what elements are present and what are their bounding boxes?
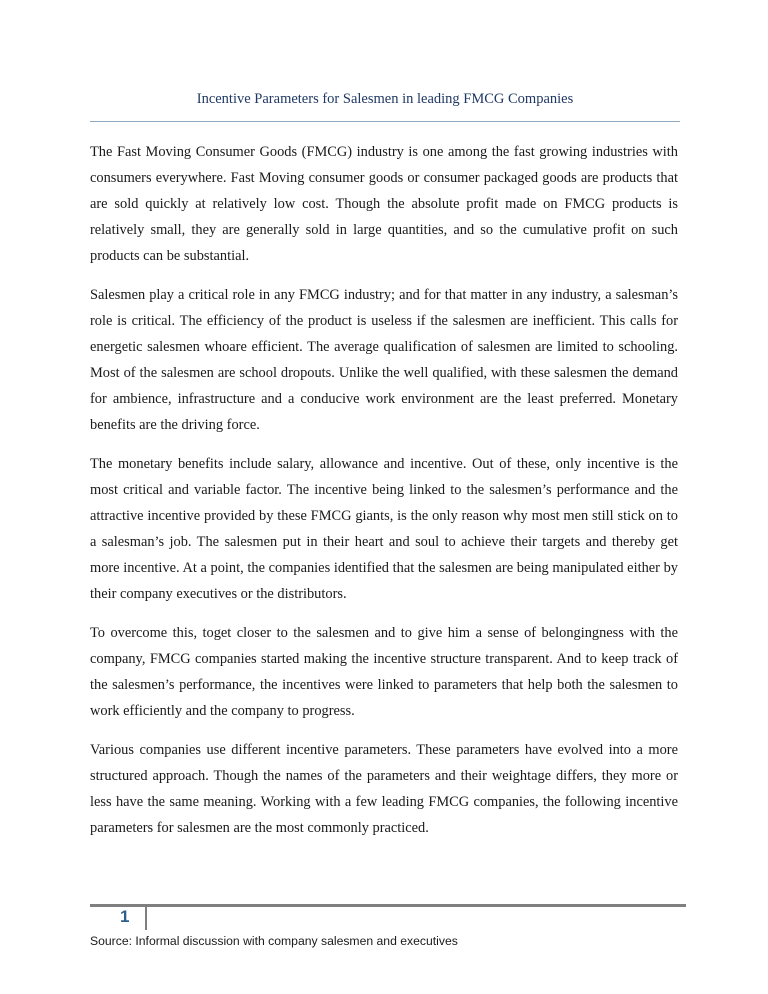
page-number-separator	[145, 906, 147, 930]
paragraph: The monetary benefits include salary, allowance and incentive. Out of these, only incentive is the most critical and variable factor. The incentive being linked to the salesmen’s performance and the attractive incentive provided by these FMCG giants, is the only reason why most men still stick on to a salesman’s job. The salesmen put in their heart and soul to achieve their targets and thereby get more incentive. At a point, the companies identified that the salesmen are being manipulated either by their company executives or the distributors.	[90, 456, 678, 602]
footnote-source: Source: Informal discussion with company salesmen and executives	[90, 934, 458, 948]
paragraph: Various companies use different incentive parameters. These parameters have evolved into a more structured approach. Though the names of the parameters and their weightage differs, they more or less have the same meaning. Working with a few leading FMCG companies, the following incentive parameters for salesmen are the most commonly practiced.	[90, 742, 678, 836]
paragraph: Salesmen play a critical role in any FMCG industry; and for that matter in any industry, a salesman’s role is critical. The efficiency of the product is useless if the salesmen are inefficient. This calls for energetic salesmen whoare efficient. The average qualification of salesmen are limited to schooling. Most of the salesmen are school dropouts. Unlike the well qualified, with these salesmen the demand for ambience, infrastructure and a conducive work environment are the least preferred. Monetary benefits are the driving force.	[90, 287, 678, 433]
page-title: Incentive Parameters for Salesmen in leading FMCG Companies	[196, 91, 574, 107]
title-divider	[90, 121, 680, 122]
footer-divider	[90, 904, 686, 907]
paragraph: The Fast Moving Consumer Goods (FMCG) industry is one among the fast growing industries with consumers everywhere. Fast Moving consumer goods or consumer packaged goods are products that are sold quickly at relatively low cost. Though the absolute profit made on FMCG products is relatively small, they are generally sold in large quantities, and so the cumulative profit on such products can be substantial.	[90, 144, 678, 264]
document-body	[90, 139, 678, 854]
page-number: 1	[120, 907, 130, 926]
paragraph: To overcome this, toget closer to the salesmen and to give him a sense of belongingness with the company, FMCG companies started making the incentive structure transparent. And to keep track of the salesmen’s performance, the incentives were linked to parameters that help both the salesmen to work efficiently and the company to progress.	[90, 625, 678, 719]
